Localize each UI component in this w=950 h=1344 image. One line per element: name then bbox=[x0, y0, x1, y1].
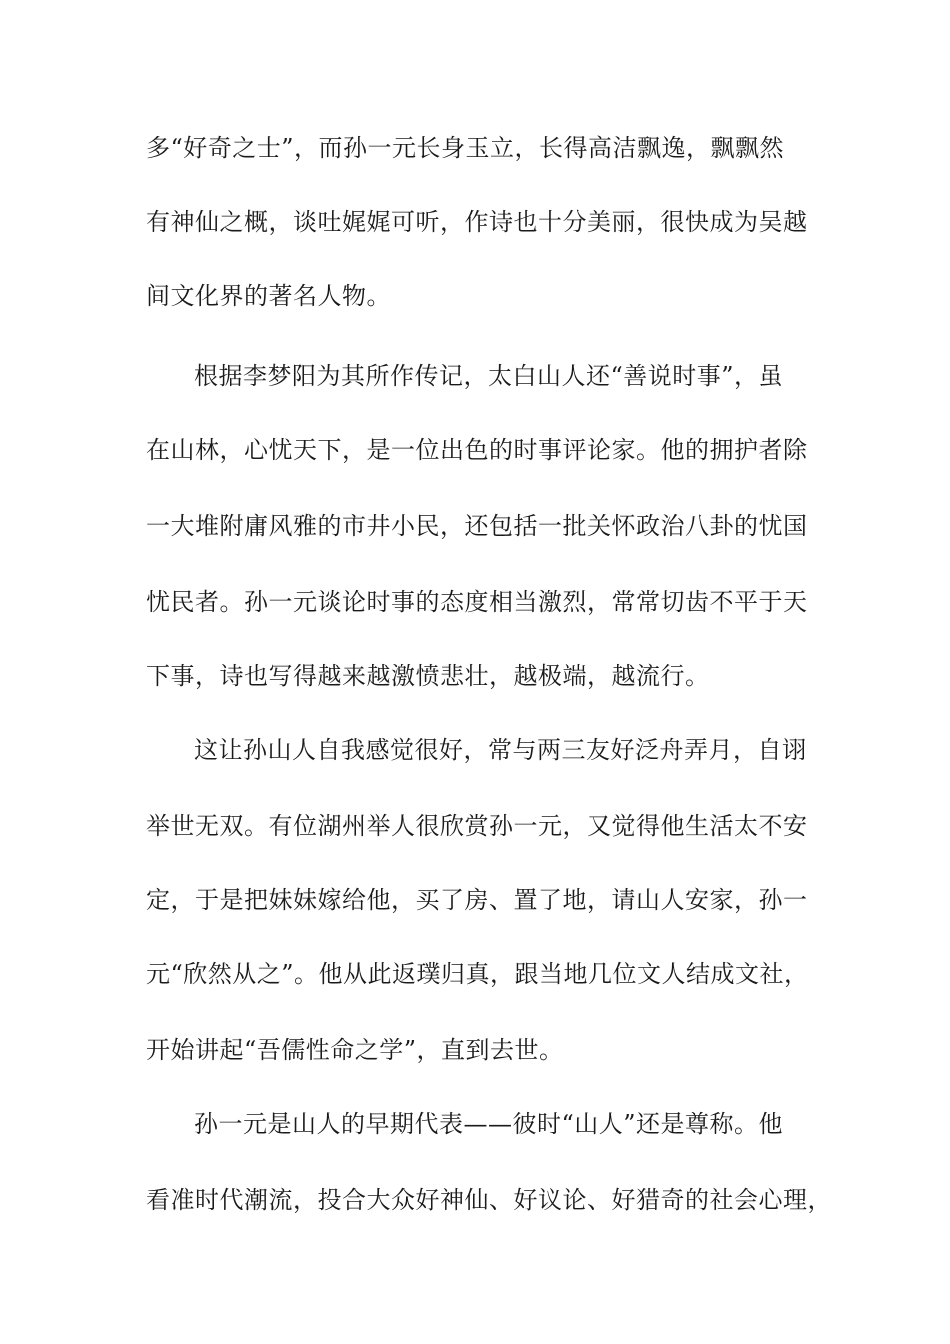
paragraph-start-line: 根据李梦阳为其所作传记，太白山人还“善说时事”，虽 bbox=[194, 362, 784, 390]
text-line: 有神仙之概，谈吐娓娓可听，作诗也十分美丽，很快成为吴越 bbox=[146, 208, 808, 236]
text-line: 下事，诗也写得越来越激愤悲壮，越极端，越流行。 bbox=[146, 662, 710, 690]
text-line: 间文化界的著名人物。 bbox=[146, 282, 391, 310]
text-line: 开始讲起“吾儒性命之学”，直到去世。 bbox=[146, 1036, 564, 1064]
text-line: 定，于是把妹妹嫁给他，买了房、置了地，请山人安家，孙一 bbox=[146, 886, 808, 914]
text-line: 举世无双。有位湖州举人很欣赏孙一元，又觉得他生活太不安 bbox=[146, 812, 808, 840]
paragraph-start-line: 这让孙山人自我感觉很好，常与两三友好泛舟弄月，自诩 bbox=[194, 736, 807, 764]
text-line: 元“欣然从之”。他从此返璞归真，跟当地几位文人结成文社， bbox=[146, 960, 809, 988]
text-line: 在山林，心忧天下，是一位出色的时事评论家。他的拥护者除 bbox=[146, 436, 808, 464]
text-line: 多“好奇之士”，而孙一元长身玉立，长得高洁飘逸，飘飘然 bbox=[146, 134, 785, 162]
paragraph-start-line: 孙一元是山人的早期代表——彼时“山人”还是尊称。他 bbox=[194, 1110, 784, 1138]
text-line: 看准时代潮流，投合大众好神仙、好议论、好猎奇的社会心理， bbox=[146, 1186, 832, 1214]
text-line: 一大堆附庸风雅的市井小民，还包括一批关怀政治八卦的忧国 bbox=[146, 512, 808, 540]
text-line: 忧民者。孙一元谈论时事的态度相当激烈，常常切齿不平于天 bbox=[146, 588, 808, 616]
